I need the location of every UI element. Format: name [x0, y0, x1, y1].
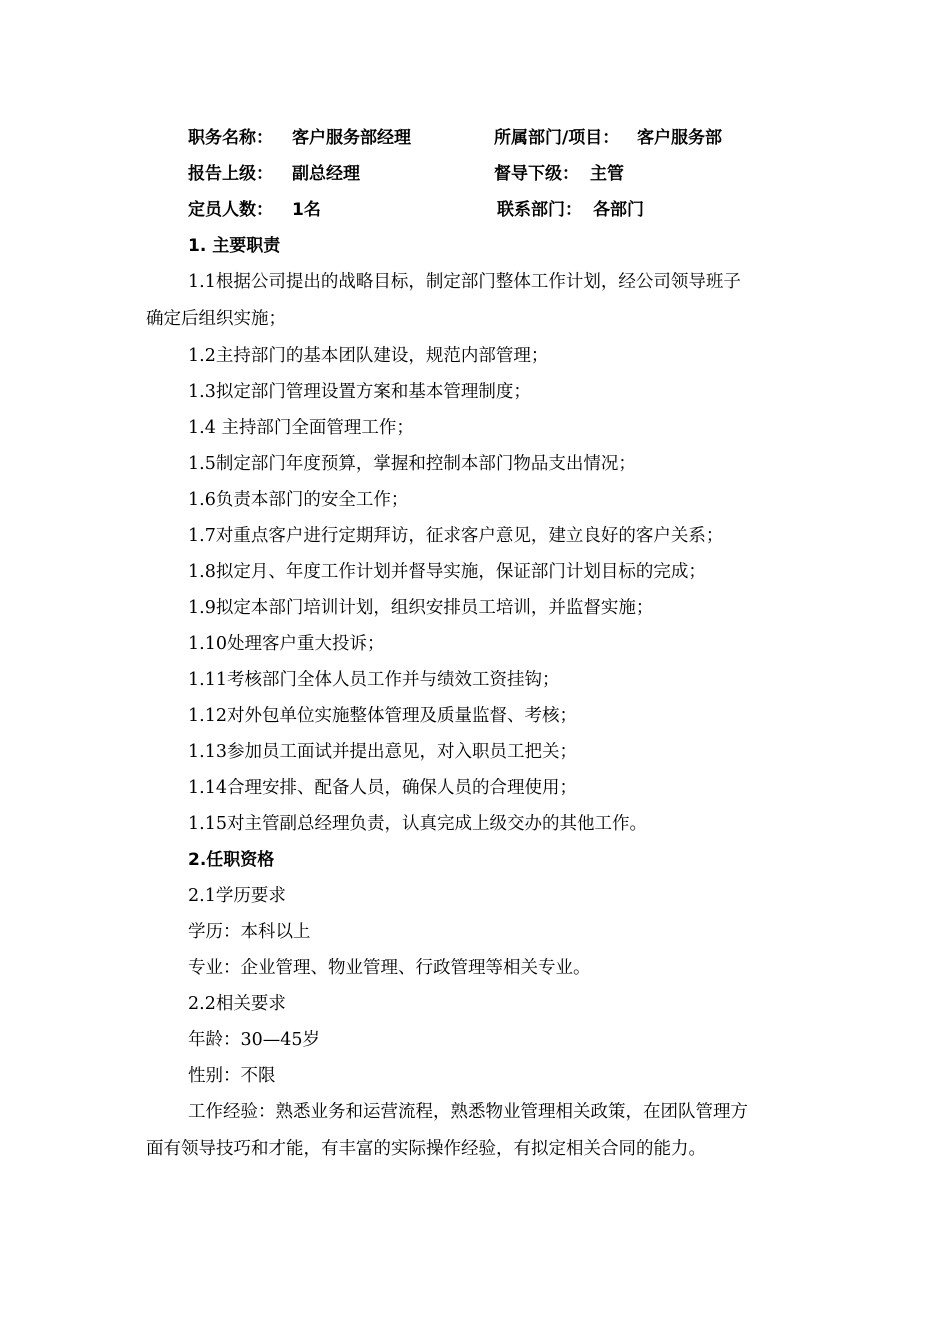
report-to-value: 副总经理 [292, 164, 360, 184]
subheading-education: 2.1学历要求 [188, 886, 286, 906]
duty-item: 1.7对重点客户进行定期拜访，征求客户意见，建立良好的客户关系； [188, 526, 724, 546]
duty-item: 1.11考核部门全体人员工作并与绩效工资挂钩； [188, 670, 560, 690]
department-label: 所属部门/项目： [494, 128, 620, 148]
age-requirement: 年龄：30—45岁 [188, 1030, 321, 1050]
subordinates-value: 主管 [590, 164, 624, 184]
duty-item: 1.6负责本部门的安全工作； [188, 490, 409, 510]
duty-item: 1.10处理客户重大投诉； [188, 634, 385, 654]
experience-line2: 面有领导技巧和才能，有丰富的实际操作经验，有拟定相关合同的能力。 [146, 1139, 706, 1159]
contact-dept-value: 各部门 [593, 200, 644, 220]
headcount-label: 定员人数： [188, 200, 273, 220]
duty-item: 1.15对主管副总经理负责，认真完成上级交办的其他工作。 [188, 814, 647, 834]
duty-item: 1.2主持部门的基本团队建设，规范内部管理； [188, 346, 549, 366]
duty-item: 1.5制定部门年度预算，掌握和控制本部门物品支出情况； [188, 454, 636, 474]
job-title-value: 客户服务部经理 [292, 128, 411, 148]
gender-requirement: 性别：不限 [188, 1066, 276, 1086]
section-heading-duties: 1. 主要职责 [188, 236, 281, 256]
duty-item: 1.4 主持部门全面管理工作； [188, 418, 414, 438]
duty-item: 1.14合理安排、配备人员，确保人员的合理使用； [188, 778, 577, 798]
duty-item: 1.8拟定月、年度工作计划并督导实施，保证部门计划目标的完成； [188, 562, 706, 582]
contact-dept-label: 联系部门： [497, 200, 582, 220]
duty-item: 1.12对外包单位实施整体管理及质量监督、考核； [188, 706, 577, 726]
subordinates-label: 督导下级： [494, 164, 579, 184]
department-value: 客户服务部 [637, 128, 722, 148]
duty-item-1-1-line2: 确定后组织实施； [146, 309, 286, 329]
section-heading-qualifications: 2.任职资格 [188, 850, 275, 870]
experience-line1: 工作经验：熟悉业务和运营流程，熟悉物业管理相关政策，在团队管理方 [188, 1102, 748, 1122]
major-requirement: 专业：企业管理、物业管理、行政管理等相关专业。 [188, 958, 591, 978]
duty-item-1-1-line1: 1.1根据公司提出的战略目标，制定部门整体工作计划，经公司领导班子 [188, 272, 741, 292]
report-to-label: 报告上级： [188, 164, 273, 184]
duty-item: 1.3拟定部门管理设置方案和基本管理制度； [188, 382, 531, 402]
job-title-label: 职务名称： [188, 128, 273, 148]
duty-item: 1.9拟定本部门培训计划，组织安排员工培训，并监督实施； [188, 598, 654, 618]
duty-item: 1.13参加员工面试并提出意见，对入职员工把关； [188, 742, 577, 762]
subheading-related: 2.2相关要求 [188, 994, 286, 1014]
education-requirement: 学历：本科以上 [188, 922, 311, 942]
headcount-value: 1名 [292, 200, 321, 220]
